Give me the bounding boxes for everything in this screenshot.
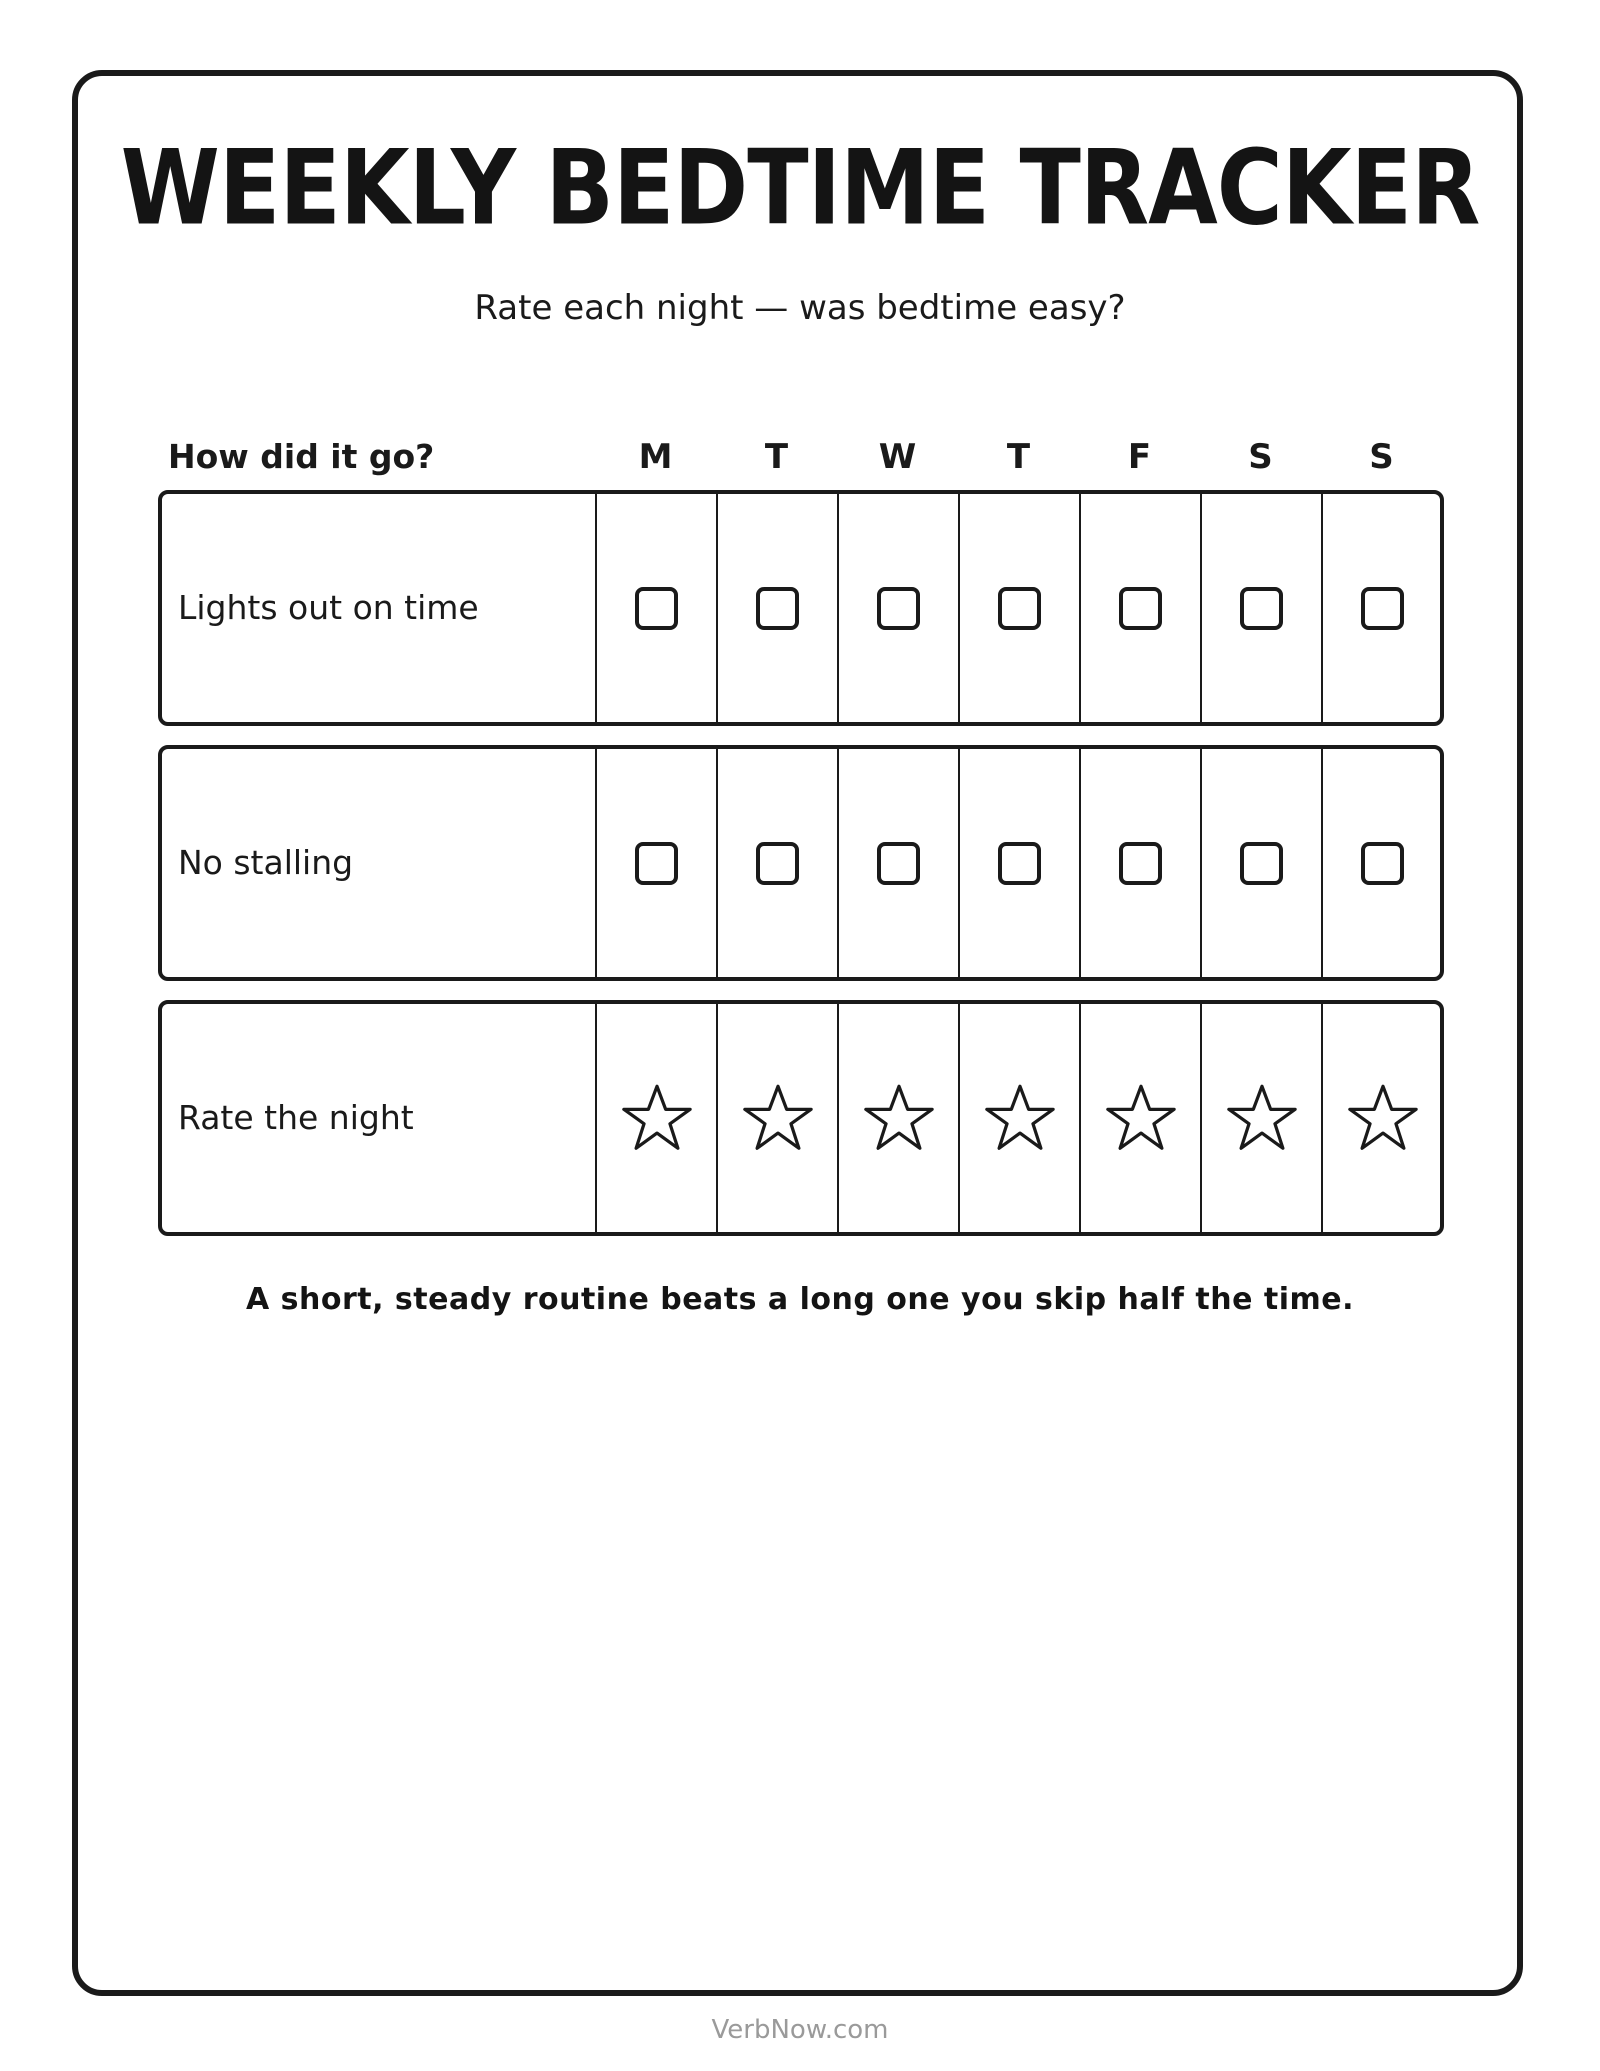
cell-sun	[1321, 749, 1442, 977]
day-header-fri: F	[1127, 437, 1152, 477]
row-label: No stalling	[178, 843, 354, 882]
row-rate-night	[158, 1000, 1444, 1236]
day-header-thu: T	[1006, 437, 1031, 477]
table-header	[158, 432, 1444, 482]
checkbox[interactable]	[635, 842, 678, 885]
checkbox[interactable]	[1361, 842, 1404, 885]
cell-thu	[958, 749, 1079, 977]
cell-wed	[837, 494, 958, 722]
cell-sat	[1200, 749, 1321, 977]
checkbox[interactable]	[998, 587, 1041, 630]
cell-fri	[1079, 749, 1200, 977]
day-header-sat: S	[1248, 437, 1273, 477]
cell-thu	[958, 1004, 1079, 1232]
row-label: Rate the night	[178, 1098, 414, 1137]
page-title: WEEKLY BEDTIME TRACKER	[120, 128, 1480, 249]
footer-watermark: VerbNow.com	[711, 2015, 889, 2045]
day-header-sun: S	[1369, 437, 1394, 477]
day-header-wed: W	[878, 437, 917, 477]
row-lights-out	[158, 490, 1444, 726]
cell-mon	[595, 749, 716, 977]
checkbox[interactable]	[1119, 842, 1162, 885]
cell-mon	[595, 1004, 716, 1232]
star-icon[interactable]	[621, 1082, 693, 1154]
cell-sat	[1200, 1004, 1321, 1232]
checkbox[interactable]	[1240, 842, 1283, 885]
cell-sun	[1321, 1004, 1442, 1232]
star-icon[interactable]	[863, 1082, 935, 1154]
cell-sat	[1200, 494, 1321, 722]
star-icon[interactable]	[742, 1082, 814, 1154]
checkbox[interactable]	[756, 587, 799, 630]
cell-tue	[716, 749, 837, 977]
star-icon[interactable]	[1105, 1082, 1177, 1154]
cell-tue	[716, 494, 837, 722]
cell-fri	[1079, 494, 1200, 722]
header-label: How did it go?	[168, 437, 435, 476]
cell-wed	[837, 1004, 958, 1232]
day-header-mon: M	[638, 437, 673, 477]
day-header-tue: T	[764, 437, 789, 477]
row-no-stalling	[158, 745, 1444, 981]
checkbox[interactable]	[877, 587, 920, 630]
row-label: Lights out on time	[178, 588, 479, 627]
star-icon[interactable]	[984, 1082, 1056, 1154]
star-icon[interactable]	[1226, 1082, 1298, 1154]
star-icon[interactable]	[1347, 1082, 1419, 1154]
cell-wed	[837, 749, 958, 977]
checkbox[interactable]	[1240, 587, 1283, 630]
tip-text: A short, steady routine beats a long one you skip half the time.	[245, 1282, 1355, 1317]
cell-tue	[716, 1004, 837, 1232]
checkbox[interactable]	[756, 842, 799, 885]
cell-sun	[1321, 494, 1442, 722]
page-subtitle: Rate each night — was bedtime easy?	[474, 288, 1126, 328]
checkbox[interactable]	[635, 587, 678, 630]
checkbox[interactable]	[1361, 587, 1404, 630]
cell-thu	[958, 494, 1079, 722]
checkbox[interactable]	[877, 842, 920, 885]
checkbox[interactable]	[998, 842, 1041, 885]
cell-fri	[1079, 1004, 1200, 1232]
cell-mon	[595, 494, 716, 722]
checkbox[interactable]	[1119, 587, 1162, 630]
